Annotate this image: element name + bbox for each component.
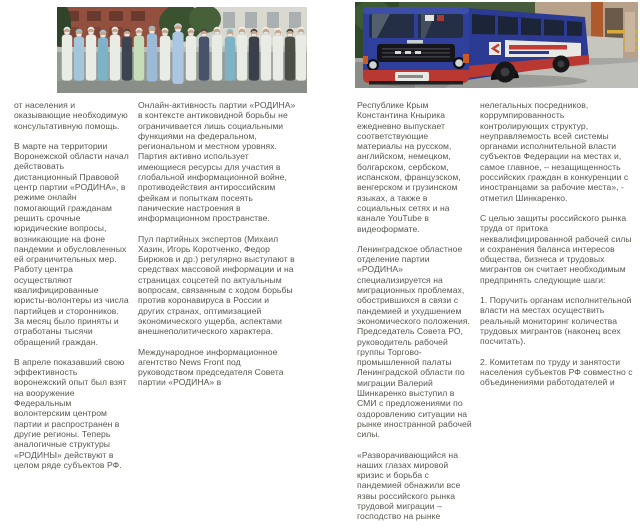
paragraph: 2. Комитетам по труду и занятости населения субъектов РФ совместно с объединениями работодателей и	[480, 356, 633, 388]
paragraph: 1. Поручить органам исполнительной власти на местах осуществить реальный мониторинг количества трудовых мигрантов (наконец всех посчитать).	[480, 295, 632, 347]
paragraph: В апреле показавший свою эффективность воронежский опыт был взят на вооружение Федеральным волонтерским центром партии и распространен в другие регионы. Теперь аналогичные структуры «РОДИНЫ» действуют в целом ряде субъектов РФ.	[14, 356, 127, 470]
right-page-column-1	[357, 100, 473, 532]
left-page-column-2	[138, 100, 298, 398]
right-page-column-2	[480, 100, 634, 397]
paragraph: В марте на территории Воронежской области начал действовать дистанционный Правовой центр партии «РОДИНА», в режиме онлайн помогающий гражданам решить срочные юридические вопросы, возникающие на фоне пандемии и обусловленных ей ограничительных мер. Работу центра осуществляют квалифицированные юристы-волонтеры из числа партийцев и сторонников. За месяц было приняты и отработаны тысячи обращений граждан.	[14, 140, 129, 347]
side-banner	[505, 40, 581, 57]
paragraph: нелегальных посредников, коррумпированность контролирующих структур, неуправляемость всей системы органами исполнительной власти субъектов Федерации на местах и, самое главное, – незащищенность российских граждан в конкуренции с иностранцами за рабочие места», - отметил Шинкаренко.	[480, 100, 629, 203]
windshield-decal	[425, 15, 434, 21]
hospital-staff-photo	[57, 7, 307, 93]
paragraph: Ленинградское областное отделение партии «РОДИНА» специализируется на миграционных проблемах, обострившихся в связи с пандемией и ухудшением экономического положения. Председатель Совета РО, руководитель рабочей группы Торгово-промышленной палаты Ленинградской области по миграции Валерий Шинкаренко выступил в СМИ с предложениями по оздоровлению ситуации на рынке иностранной рабочей силы.	[357, 243, 472, 440]
license-plate	[395, 72, 429, 81]
paragraph: Международное информационное агентство News Front под руководством председателя Совета партии «РОДИНА» в	[138, 346, 284, 388]
paragraph: Пул партийных экспертов (Михаил Хазин, Игорь Коротченко, Федор Бирюков и др.) регулярно выступают в средствах массовой информации и на страницах соцсетей по актуальным вопросам, связанным с ходом борьбы против коронавируса в России и других странах, оптимизацией экономического ущерба, аспектами внешнеполитического характера.	[138, 233, 295, 337]
windshield	[369, 14, 463, 38]
paragraph: Республике Крым Константина Кнырика ежедневно выпускает соответствующие материалы на русском, английском, немецком, болгарском, сербском, испанском, французском, венгерском и грузинском языках, а также в социальных сетях и на канале YouTube в видеоформате.	[357, 100, 461, 234]
paragraph: «Разворачивающийся на наших глазах мировой кризис и борьба с пандемией обнажили все язвы российского рынка трудовой миграции – господство на рынке	[357, 449, 461, 522]
left-page-column-1	[14, 100, 129, 480]
windshield-decal-red	[437, 15, 444, 21]
party-bus-photo	[355, 2, 638, 88]
paragraph: Онлайн-активность партии «РОДИНА» в контексте антиковидной борьбы не ограничивается лишь социальными функциями на федеральном, региональном и местном уровнях. Партия активно использует имеющиеся ресурсы для участия в глобальной информационной войне, противодействия антироссийским фейкам и попыткам посеять панические настроения в информационном пространстве.	[138, 100, 296, 224]
hospital-staff-photo-illustration	[57, 7, 307, 93]
red-chevron-decal	[489, 42, 501, 55]
paragraph: от населения и оказывающие необходимую консультативную помощь.	[14, 100, 128, 131]
paragraph: С целью защиты российского рынка труда от притока неквалифицированной рабочей силы и сохранения баланса интересов общества, бизнеса и трудовых мигрантов он считает необходимым предпринять следующие шаги:	[480, 212, 632, 285]
car-behind	[587, 36, 623, 60]
party-bus-photo-illustration	[355, 2, 638, 88]
